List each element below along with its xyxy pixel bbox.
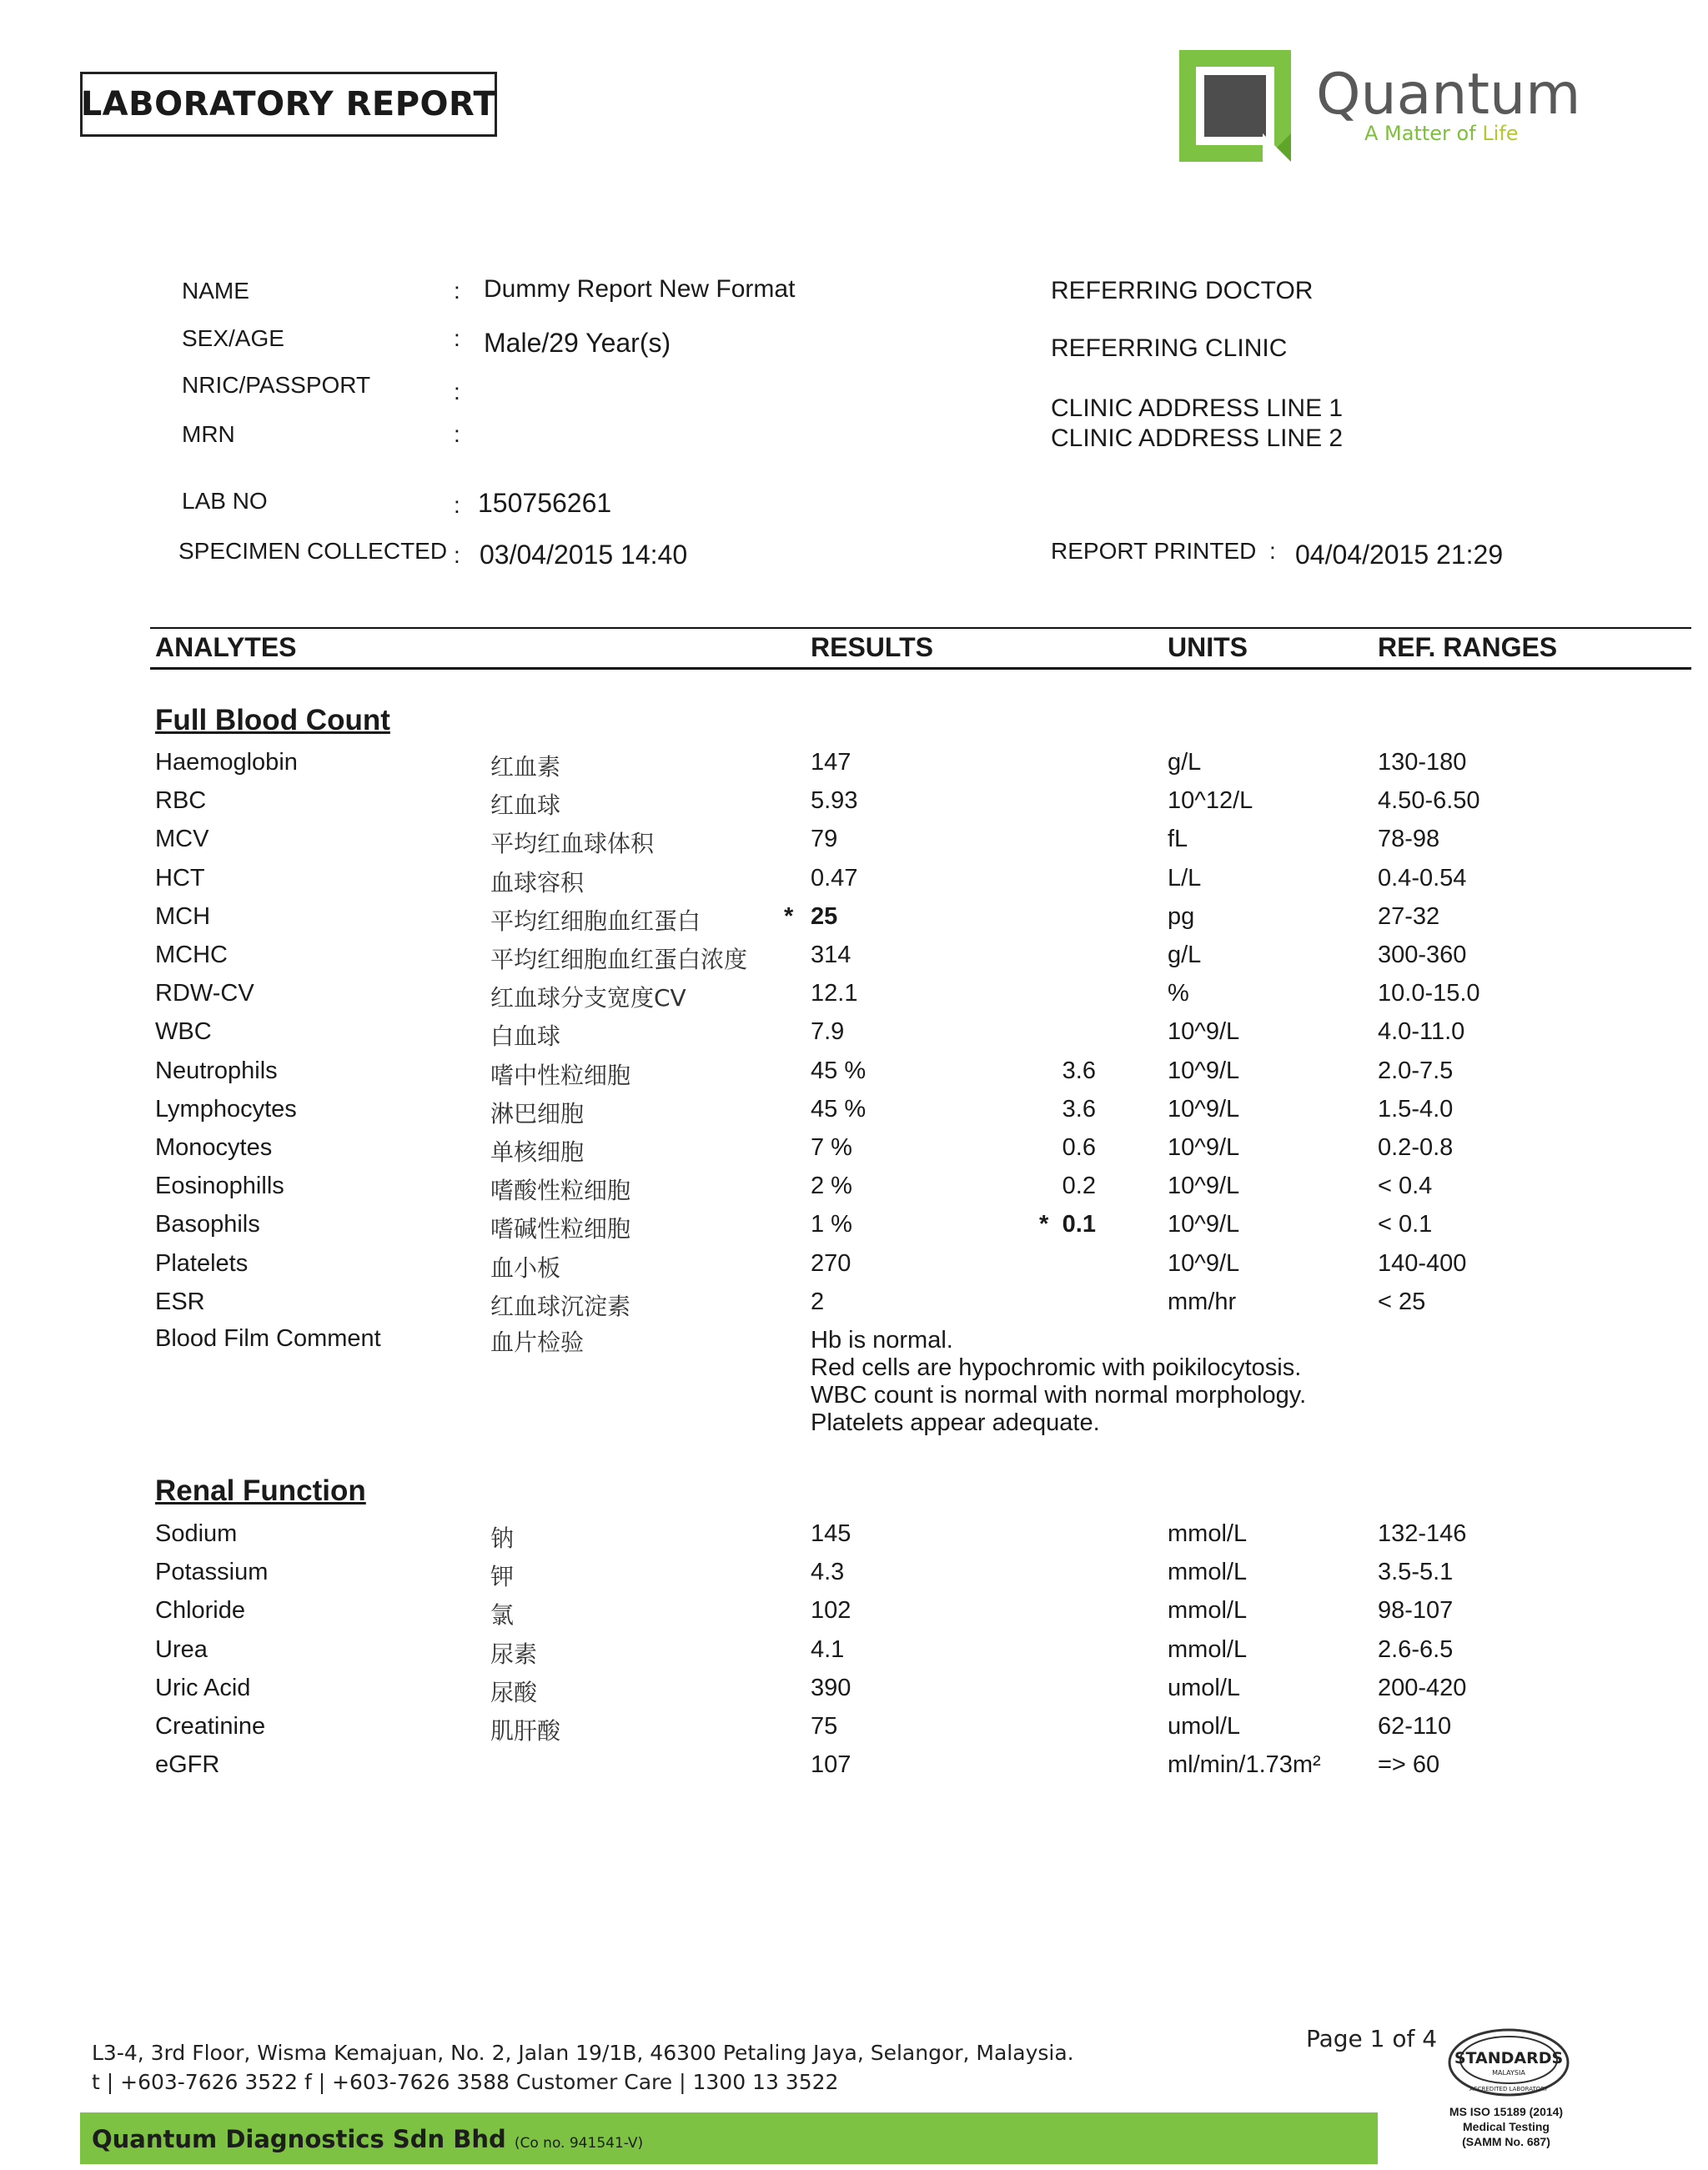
colon: : [454, 492, 460, 518]
result-value: 45 % [811, 1095, 867, 1123]
brand-tagline: A Matter of Life [1364, 122, 1519, 145]
analyte-name-zh: 钠 [490, 1525, 515, 1552]
analyte-name-zh: 尿酸 [490, 1678, 538, 1706]
header-top-rule [150, 627, 1691, 629]
accreditation-line: (SAMM No. 687) [1462, 2135, 1550, 2148]
analyte-name-zh: 平均红血球体积 [490, 830, 655, 858]
analyte-name: Sodium [155, 1520, 238, 1547]
result-value: 4.3 [811, 1559, 845, 1586]
reference-range: < 0.4 [1378, 1173, 1433, 1200]
accreditation-text [1418, 2104, 1595, 2149]
table-row [0, 1173, 1708, 1211]
unit: mmol/L [1168, 1559, 1248, 1586]
nric-label: NRIC/PASSPORT [182, 372, 371, 398]
blood-film-comment-zh: 血片检验 [490, 1329, 585, 1356]
result-value: 145 [811, 1520, 851, 1547]
comment-line: WBC count is normal with normal morphology. [811, 1382, 1307, 1409]
reference-range: 62-110 [1378, 1713, 1452, 1740]
col-analytes: ANALYTES [155, 632, 297, 662]
reference-range: 27-32 [1378, 902, 1440, 930]
section-title-full-blood-count: Full Blood Count [155, 704, 390, 736]
analyte-name-zh: 尿素 [490, 1640, 538, 1668]
analyte-name-zh: 淋巴细胞 [490, 1099, 585, 1128]
reference-range: 132-146 [1378, 1520, 1467, 1547]
analyte-name-zh: 平均红细胞血红蛋白 [490, 907, 701, 935]
company-name: Quantum Diagnostics Sdn Bhd (Co no. 941541-V) [92, 2125, 644, 2153]
report-title: LABORATORY REPORT [80, 72, 497, 137]
analyte-name-zh: 嗜碱性粒细胞 [490, 1215, 631, 1243]
result-value: 1 % [811, 1211, 852, 1238]
result-value: 45 % [811, 1057, 867, 1084]
col-results: RESULTS [811, 632, 933, 662]
unit: umol/L [1168, 1674, 1241, 1701]
page-number: Page 1 of 4 [1306, 2025, 1438, 2052]
colon: : [1269, 538, 1276, 564]
analyte-name: RDW-CV [155, 980, 254, 1007]
analyte-name: ESR [155, 1288, 205, 1315]
collected-label: SPECIMEN COLLECTED [178, 538, 448, 564]
unit: mmol/L [1168, 1597, 1248, 1625]
colon: : [454, 379, 460, 404]
analyte-name: Chloride [155, 1597, 245, 1625]
reference-range: 98-107 [1378, 1597, 1454, 1625]
analyte-name: Lymphocytes [155, 1095, 297, 1123]
unit: 10^9/L [1168, 1211, 1240, 1238]
reference-range: 4.0-11.0 [1378, 1018, 1465, 1046]
table-row [0, 942, 1708, 980]
reference-range: 140-400 [1378, 1249, 1467, 1277]
referring-doctor: REFERRING DOCTOR [1051, 277, 1314, 304]
footer-contact: t | +603-7626 3522 f | +603-7626 3588 Customer Care | 1300 13 3522 [92, 2070, 839, 2094]
analyte-name: Uric Acid [155, 1674, 251, 1701]
collected-value: 03/04/2015 14:40 [480, 540, 688, 570]
colon: : [454, 278, 460, 304]
analyte-name-zh: 血球容积 [490, 868, 585, 897]
unit: ml/min/1.73m² [1168, 1751, 1321, 1779]
analyte-name: eGFR [155, 1751, 220, 1779]
unit: mm/hr [1168, 1288, 1237, 1315]
table-row [0, 826, 1708, 864]
reference-range: < 0.1 [1378, 1211, 1433, 1238]
printed-value: 04/04/2015 21:29 [1295, 540, 1504, 570]
analyte-name: Eosinophills [155, 1173, 284, 1200]
accreditation-line: MS ISO 15189 (2014) [1449, 2105, 1564, 2118]
analyte-name: HCT [155, 864, 205, 892]
col-ref-ranges: REF. RANGES [1378, 632, 1558, 662]
printed-label: REPORT PRINTED [1051, 538, 1257, 564]
mrn-label: MRN [182, 421, 235, 447]
result-value: 12.1 [811, 980, 858, 1007]
unit: g/L [1168, 749, 1202, 776]
table-row [0, 749, 1708, 787]
analyte-name-zh: 钾 [490, 1563, 515, 1591]
quantum-logo-icon [1179, 50, 1291, 162]
analyte-name: WBC [155, 1018, 212, 1046]
accreditation-line: Medical Testing [1463, 2120, 1550, 2133]
result-value: 7.9 [811, 1018, 845, 1046]
analyte-name-zh: 红血球 [490, 791, 561, 820]
absolute-count: 0.2 [1062, 1173, 1096, 1200]
comment-line: Platelets appear adequate. [811, 1409, 1100, 1436]
analyte-name-zh: 嗜中性粒细胞 [490, 1061, 631, 1089]
unit: g/L [1168, 942, 1202, 968]
clinic-address-line-2: CLINIC ADDRESS LINE 2 [1051, 424, 1344, 452]
result-value: 270 [811, 1249, 851, 1277]
abnormal-flag: * [784, 902, 794, 930]
table-row [0, 903, 1708, 942]
table-row [0, 1288, 1708, 1327]
analyte-name-zh: 氯 [490, 1601, 515, 1630]
absolute-count: 0.6 [1062, 1134, 1096, 1161]
analyte-name-zh: 血小板 [490, 1253, 561, 1282]
unit: 10^9/L [1168, 1173, 1240, 1200]
reference-range: 300-360 [1378, 942, 1467, 968]
clinic-address-line-1: CLINIC ADDRESS LINE 1 [1051, 394, 1344, 422]
analyte-name-zh: 红血素 [490, 753, 561, 781]
labno-label: LAB NO [182, 488, 268, 514]
analyte-name: MCV [155, 826, 209, 853]
unit: 10^9/L [1168, 1134, 1240, 1161]
result-value: 102 [811, 1597, 851, 1625]
result-value: 4.1 [811, 1635, 845, 1663]
reference-range: 0.4-0.54 [1378, 864, 1467, 892]
unit: fL [1168, 826, 1188, 853]
reference-range: 200-420 [1378, 1674, 1467, 1701]
absolute-count: 3.6 [1062, 1095, 1096, 1123]
footer-address: L3-4, 3rd Floor, Wisma Kemajuan, No. 2, Jalan 19/1B, 46300 Petaling Jaya, Selangor, Malaysia. [92, 2041, 1074, 2065]
result-value: 390 [811, 1674, 851, 1701]
unit: 10^12/L [1168, 787, 1253, 815]
name-value: Dummy Report New Format [484, 275, 796, 303]
unit: 10^9/L [1168, 1057, 1240, 1084]
blood-film-comment-label: Blood Film Comment [155, 1325, 381, 1352]
unit: 10^9/L [1168, 1095, 1240, 1123]
analyte-name-zh: 红血球分支宽度CV [490, 984, 686, 1012]
table-row [0, 1520, 1708, 1559]
table-row [0, 1134, 1708, 1173]
analyte-name: Monocytes [155, 1134, 273, 1161]
analyte-name-zh: 肌肝酸 [490, 1717, 561, 1745]
result-value: 25 [811, 902, 838, 930]
reference-range: < 25 [1378, 1288, 1426, 1315]
labno-value: 150756261 [478, 488, 612, 518]
reference-range: 2.6-6.5 [1378, 1635, 1454, 1663]
table-row [0, 787, 1708, 826]
analyte-name-zh: 单核细胞 [490, 1138, 585, 1166]
result-value: 75 [811, 1713, 838, 1740]
unit: 10^9/L [1168, 1249, 1240, 1277]
analyte-name: MCHC [155, 942, 228, 968]
table-row [0, 1211, 1708, 1249]
referring-clinic: REFERRING CLINIC [1051, 334, 1288, 362]
analyte-name: Potassium [155, 1559, 269, 1586]
section-title-renal-function: Renal Function [155, 1474, 366, 1507]
reference-range: => 60 [1378, 1751, 1440, 1779]
result-value: 314 [811, 942, 851, 968]
unit: mmol/L [1168, 1520, 1248, 1547]
result-value: 0.47 [811, 864, 858, 892]
table-row [0, 1250, 1708, 1288]
result-value: 5.93 [811, 787, 858, 815]
colon: : [454, 542, 460, 568]
analyte-name: Creatinine [155, 1713, 266, 1740]
analyte-name: Urea [155, 1635, 208, 1663]
result-value: 147 [811, 749, 851, 776]
comment-line: Hb is normal. [811, 1327, 953, 1354]
analyte-name-zh: 平均红细胞血红蛋白浓度 [490, 946, 748, 973]
reference-range: 3.5-5.1 [1378, 1559, 1454, 1586]
result-value: 2 [811, 1288, 825, 1315]
reference-range: 10.0-15.0 [1378, 980, 1480, 1007]
table-row [0, 865, 1708, 903]
table-row [0, 1751, 1708, 1790]
analyte-name: Haemoglobin [155, 749, 298, 776]
table-row [0, 1597, 1708, 1635]
header-bottom-rule [150, 667, 1691, 670]
reference-range: 1.5-4.0 [1378, 1095, 1454, 1123]
colon: : [454, 325, 460, 351]
table-row [0, 980, 1708, 1018]
sexage-value: Male/29 Year(s) [484, 328, 671, 358]
standards-malaysia-seal-icon [1448, 2028, 1570, 2097]
unit: pg [1168, 902, 1195, 930]
analyte-name: MCH [155, 902, 211, 930]
unit: L/L [1168, 864, 1202, 892]
brand-name: Quantum [1316, 62, 1581, 128]
analyte-name-zh: 嗜酸性粒细胞 [490, 1177, 631, 1205]
name-label: NAME [182, 278, 249, 304]
table-row [0, 1018, 1708, 1057]
svg-text:ACCREDITED LABORATORY: ACCREDITED LABORATORY [1469, 2086, 1548, 2092]
result-value: 7 % [811, 1134, 852, 1161]
unit: 10^9/L [1168, 1018, 1240, 1046]
sexage-label: SEX/AGE [182, 325, 284, 351]
result-value: 79 [811, 826, 838, 853]
reference-range: 2.0-7.5 [1378, 1057, 1454, 1084]
analyte-name: Neutrophils [155, 1057, 278, 1084]
unit: umol/L [1168, 1713, 1241, 1740]
result-value: 2 % [811, 1173, 852, 1200]
comment-line: Red cells are hypochromic with poikilocytosis. [811, 1354, 1302, 1381]
svg-text:STANDARDS: STANDARDS [1454, 2049, 1564, 2067]
table-row [0, 1559, 1708, 1597]
abnormal-flag: * [1039, 1211, 1049, 1238]
table-row [0, 1096, 1708, 1134]
analyte-name: Basophils [155, 1211, 260, 1238]
reference-range: 0.2-0.8 [1378, 1134, 1454, 1161]
table-row [0, 1713, 1708, 1751]
table-row [0, 1675, 1708, 1713]
analyte-name: RBC [155, 787, 207, 815]
table-row [0, 1057, 1708, 1096]
blood-film-comment [811, 1327, 1306, 1437]
col-units: UNITS [1168, 632, 1248, 662]
reference-range: 130-180 [1378, 749, 1467, 776]
unit: mmol/L [1168, 1635, 1248, 1663]
reference-range: 78-98 [1378, 826, 1440, 853]
unit: % [1168, 980, 1189, 1007]
result-value: 107 [811, 1751, 851, 1779]
colon: : [454, 421, 460, 447]
reference-range: 4.50-6.50 [1378, 787, 1480, 815]
absolute-count: 0.1 [1062, 1211, 1096, 1238]
analyte-name-zh: 红血球沉淀素 [490, 1292, 631, 1320]
svg-text:MALAYSIA: MALAYSIA [1492, 2069, 1525, 2077]
analyte-name-zh: 白血球 [490, 1022, 561, 1051]
table-row [0, 1636, 1708, 1675]
absolute-count: 3.6 [1062, 1057, 1096, 1084]
analyte-name: Platelets [155, 1249, 249, 1277]
